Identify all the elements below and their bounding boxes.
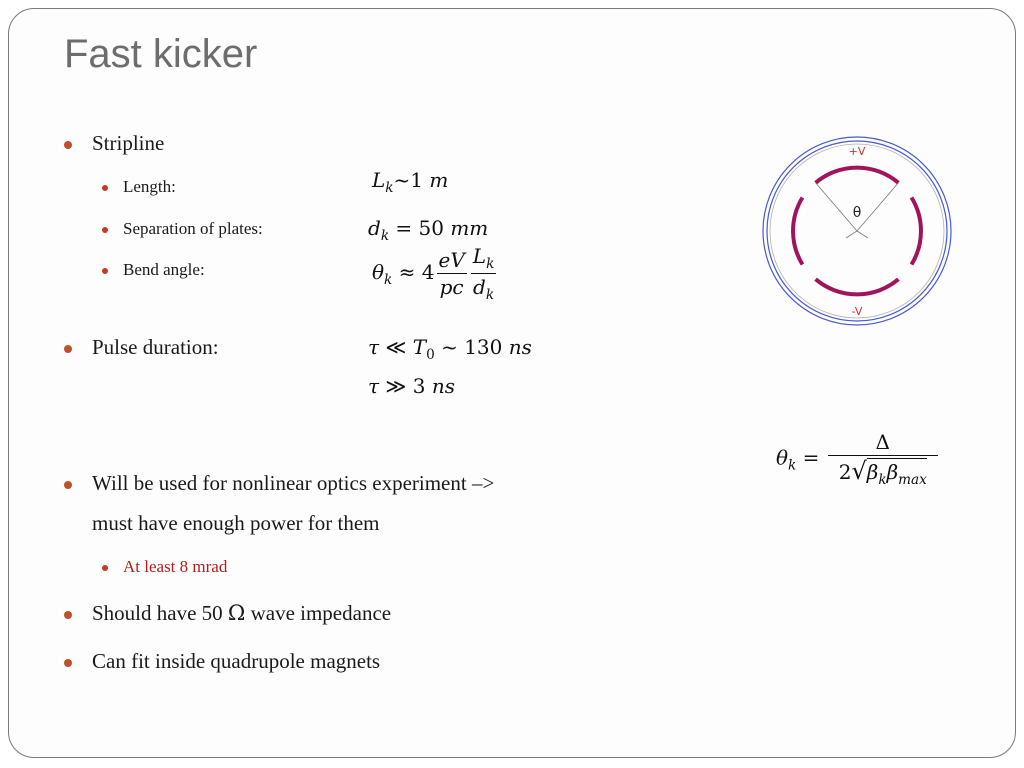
formula-separation: $d_k = 50$ mm <box>368 216 489 244</box>
bullet-icon <box>64 141 72 149</box>
angle-arrow-icon <box>846 231 868 238</box>
bullet-length: Length: <box>123 177 176 196</box>
formula-bend-angle: $\theta_k \approx 4$ $\frac{eV}{pc}$ $\frac{L_k}{d_k}$ <box>372 244 495 303</box>
bullet-nonlinear-line2: must have enough power for them <box>92 511 380 535</box>
formula-length: $L_k\sim 1$ m <box>372 168 449 196</box>
bullet-separation: Separation of plates: <box>123 219 263 238</box>
angle-line-right <box>857 183 898 231</box>
bullet-pulse-duration: Pulse duration: <box>92 335 219 359</box>
bullet-stripline: Stripline <box>92 131 165 155</box>
right-plate <box>912 198 921 265</box>
bullet-bend-angle: Bend angle: <box>123 260 205 279</box>
top-plate <box>816 168 899 183</box>
bullet-quadrupole: Can fit inside quadrupole magnets <box>92 649 381 673</box>
sub-bullet-icon <box>102 565 108 571</box>
bullet-icon <box>64 659 72 667</box>
plus-v-label: +V <box>848 145 866 158</box>
left-plate <box>793 198 802 265</box>
bullet-icon <box>64 345 72 353</box>
bullet-icon <box>64 611 72 619</box>
slide-title: Fast kicker <box>64 32 258 76</box>
formula-pulse-lower: τ ≫ 3 ns <box>368 374 455 398</box>
formula-kick-angle: $\theta_k$ = $\frac{\Delta}{2√\beta_k\beta_{max}}$ <box>776 430 940 488</box>
bullet-icon <box>64 481 72 489</box>
stripline-diagram <box>760 134 960 330</box>
slide-frame <box>8 8 1016 758</box>
sub-bullet-icon <box>102 227 108 233</box>
sub-bullet-icon <box>102 185 108 191</box>
bullet-mrad: At least 8 mrad <box>123 557 228 576</box>
bullet-impedance: Should have 50 Ω wave impedance <box>92 601 392 625</box>
angle-line-left <box>816 183 857 231</box>
bottom-plate <box>816 279 899 294</box>
formula-pulse-upper: τ ≪ $T_0$ ~ 130 ns <box>368 335 532 363</box>
sub-bullet-icon <box>102 268 108 274</box>
bullet-nonlinear-line1: Will be used for nonlinear optics experiment –> <box>92 471 495 495</box>
minus-v-label: -V <box>851 305 863 318</box>
theta-label: θ <box>852 205 862 221</box>
